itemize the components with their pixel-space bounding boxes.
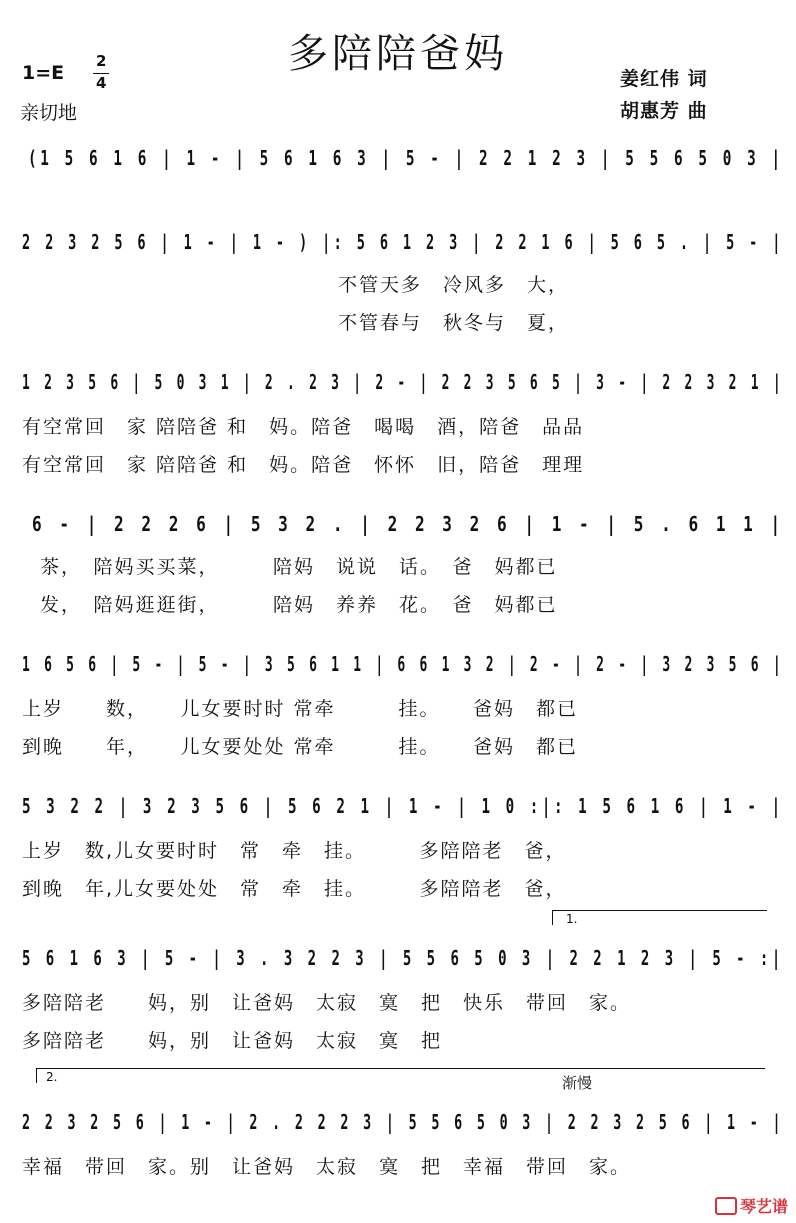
lyric-line-4-verse-1: 茶， 陪妈买买菜， 陪妈 说说 话。 爸 妈都已 (40, 556, 558, 578)
lyric-line-7-verse-1: 多陪陪老 妈，别 让爸妈 太寂 寞 把 快乐 带回 家。 (22, 992, 632, 1014)
notation-line-4: 6 - | 2 2 2 6 | 5 3 2 . | 2 2 3 2 6 | 1 - | 5 . 6 1 1 | (32, 512, 785, 536)
lyric-line-7-verse-2: 多陪陪老 妈，别 让爸妈 太寂 寞 把 (22, 1030, 443, 1052)
volta-2-label: 2. (46, 1070, 58, 1084)
lyric-line-5-verse-1: 上岁 数， 儿女要时时 常牵 挂。 爸妈 都已 (22, 698, 579, 720)
song-title: 多陪陪爸妈 (288, 31, 508, 77)
lyric-line-6-verse-1: 上岁 数,儿女要时时 常 牵 挂。 多陪陪老 爸， (22, 840, 567, 862)
volta-1-bracket (552, 910, 767, 925)
lyric-line-2-verse-1: 不管天多 冷风多 大， (338, 274, 570, 296)
lyric-line-2-verse-2: 不管春与 秋冬与 夏， (338, 312, 570, 334)
key-signature: 1=E (22, 62, 65, 84)
lyric-line-4-verse-2: 发， 陪妈逛逛街， 陪妈 养养 花。 爸 妈都已 (40, 594, 558, 616)
tempo-marking: 亲切地 (20, 102, 78, 124)
time-signature-bottom: 4 (96, 74, 107, 92)
lyric-line-8-verse-1: 幸福 带回 家。别 让爸妈 太寂 寞 把 幸福 带回 家。 (22, 1156, 632, 1178)
volta-2-bracket (36, 1068, 765, 1083)
lyric-line-6-verse-2: 到晚 年,儿女要处处 常 牵 挂。 多陪陪老 爸， (22, 878, 567, 900)
notation-line-3: 1 2 3 5 6 | 5 0 3 1 | 2 . 2 3 | 2 - | 2 2 3 5 6 5 | 3 - | 2 2 3 2 1 | (22, 370, 784, 394)
ritardando-marking: 渐慢 (562, 1074, 593, 1092)
lyricist-credit: 姜红伟 词 (620, 68, 708, 90)
notation-line-1: (1 5 6 1 6 | 1 - | 5 6 1 6 3 | 5 - | 2 2 1 2 3 | 5 5 6 5 0 3 | (28, 146, 784, 170)
notation-line-6: 5 3 2 2 | 3 2 3 5 6 | 5 6 2 1 | 1 - | 1 0 :|: 1 5 6 1 6 | 1 - | (22, 794, 784, 818)
lyric-line-5-verse-2: 到晚 年， 儿女要处处 常牵 挂。 爸妈 都已 (22, 736, 579, 758)
notation-line-7: 5 6 1 6 3 | 5 - | 3 . 3 2 2 3 | 5 5 6 5 0 3 | 2 2 1 2 3 | 5 - :| (22, 946, 784, 970)
notation-line-5: 1 6 5 6 | 5 - | 5 - | 3 5 6 1 1 | 6 6 1 3 2 | 2 - | 2 - | 3 2 3 5 6 | (22, 652, 784, 676)
logo-icon (715, 1197, 737, 1215)
notation-line-8: 2 2 3 2 5 6 | 1 - | 2 . 2 2 2 3 | 5 5 6 5 0 3 | 2 2 3 2 5 6 | 1 - | (22, 1110, 784, 1134)
composer-credit: 胡惠芳 曲 (620, 100, 708, 122)
notation-line-2: 2 2 3 2 5 6 | 1 - | 1 - ) |: 5 6 1 2 3 | 2 2 1 6 | 5 6 5 . | 5 - | (22, 230, 784, 254)
volta-1-label: 1. (566, 912, 578, 926)
time-signature-top: 2 (96, 52, 107, 70)
lyric-line-3-verse-1: 有空常回 家 陪陪爸 和 妈。陪爸 喝喝 酒，陪爸 品品 (22, 416, 585, 438)
site-logo: 琴艺谱 (715, 1194, 788, 1217)
lyric-line-3-verse-2: 有空常回 家 陪陪爸 和 妈。陪爸 怀怀 旧，陪爸 理理 (22, 454, 585, 476)
